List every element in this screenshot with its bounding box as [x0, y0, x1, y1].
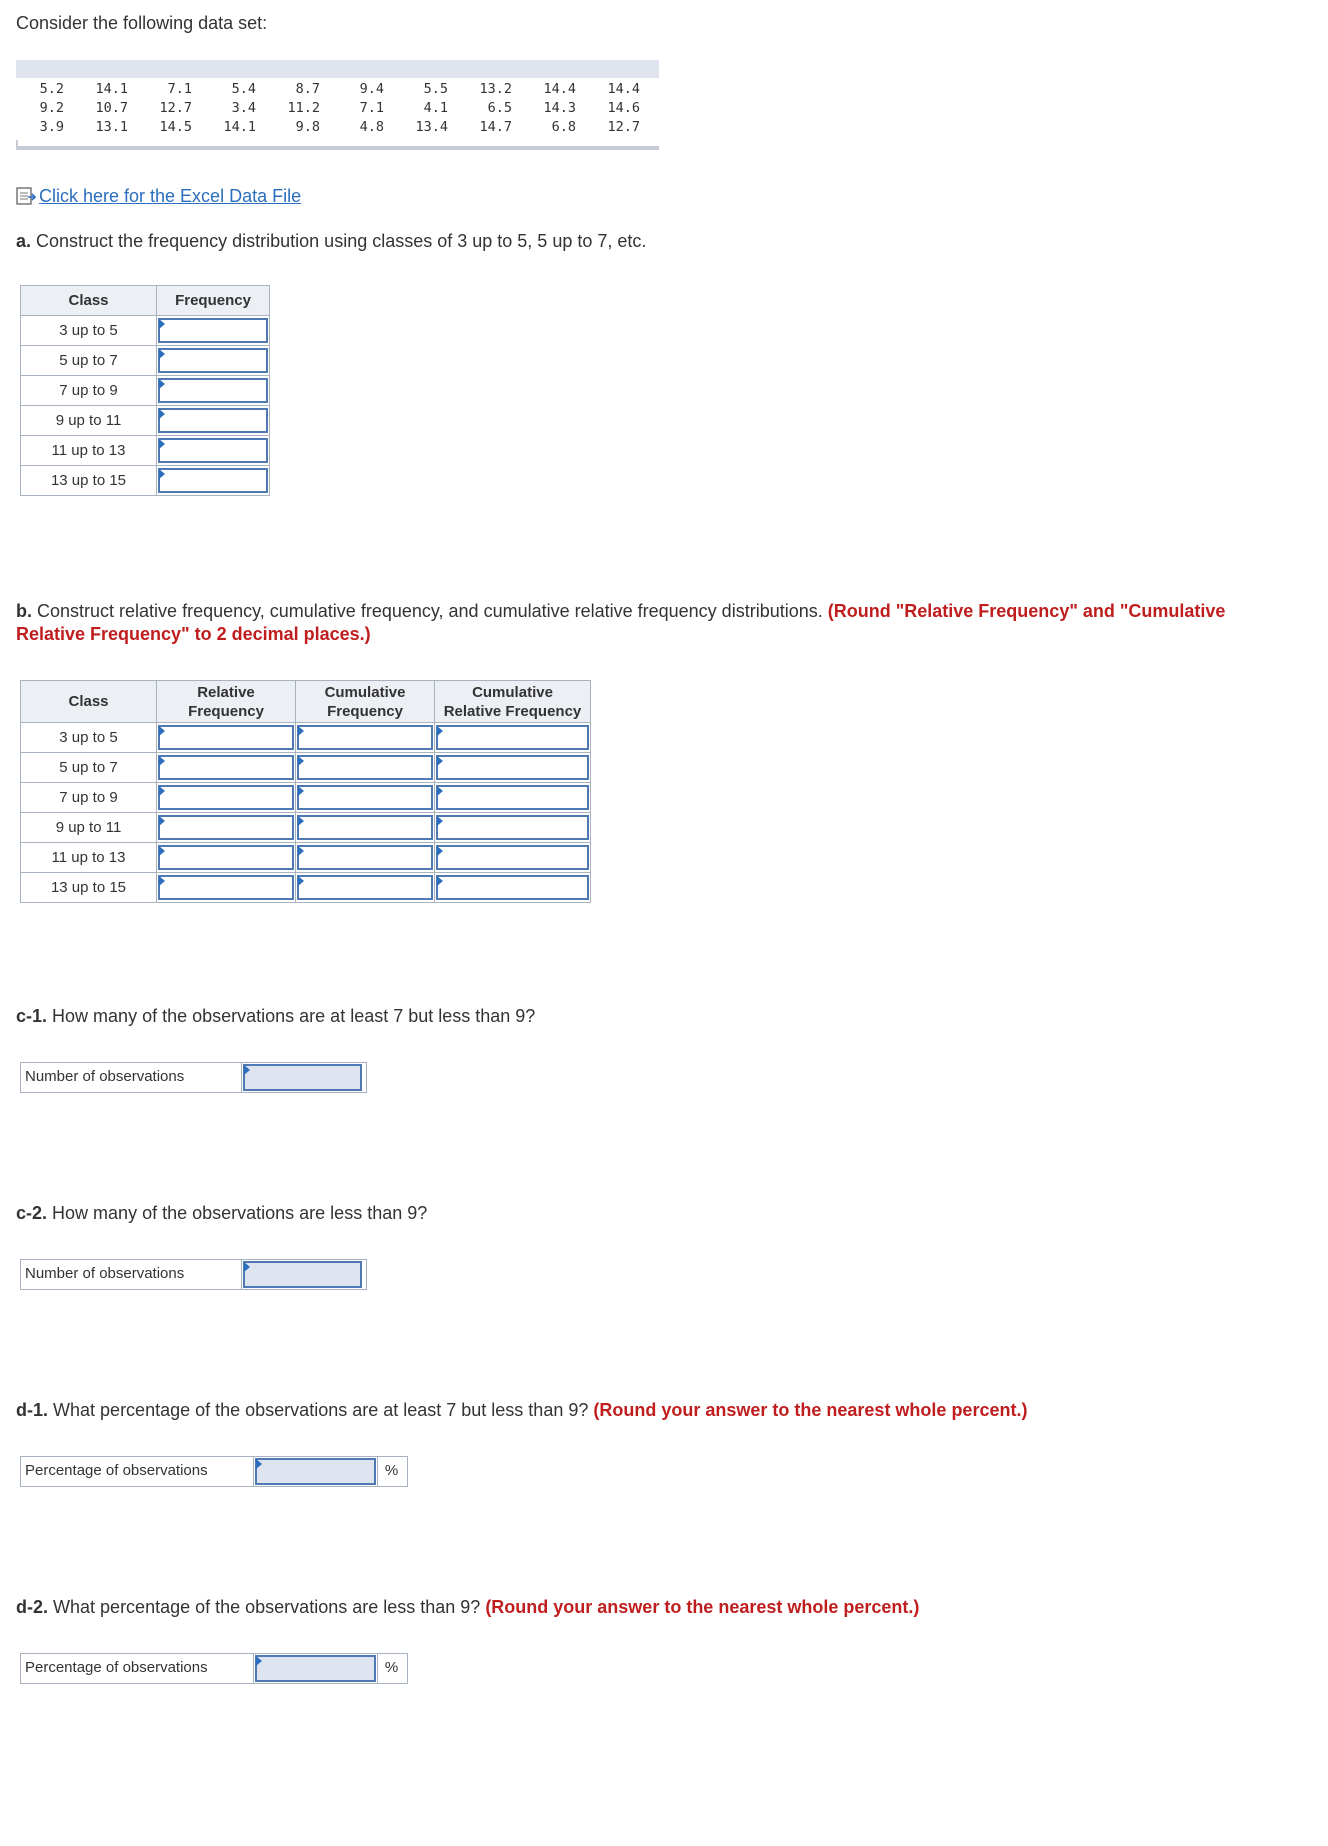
rel-cell	[435, 843, 591, 873]
dataset-value: 14.1	[95, 81, 128, 97]
dataset-value: 6.5	[487, 100, 512, 116]
cumulative-relative-frequency-input[interactable]	[436, 875, 589, 900]
part-c2-question	[16, 1202, 427, 1225]
rel-class-label: 3 up to 5	[21, 723, 157, 753]
cumulative-frequency-input[interactable]	[297, 845, 433, 870]
rel-header-cumulative-frequency	[296, 681, 435, 723]
d2-answer-row	[20, 1653, 408, 1684]
rel-cell	[157, 843, 296, 873]
rel-cell	[435, 813, 591, 843]
c2-answer-label: Number of observations	[21, 1260, 242, 1289]
rel-table-row	[21, 783, 591, 813]
rel-table-row	[21, 753, 591, 783]
dataset-value: 14.7	[479, 119, 512, 135]
part-c1-text: How many of the observations are at least 7 but less than 9?	[52, 1006, 536, 1026]
cumulative-frequency-input[interactable]	[297, 875, 433, 900]
rel-class-label: 5 up to 7	[21, 753, 157, 783]
rel-class-label: 7 up to 9	[21, 783, 157, 813]
freq-cell	[157, 376, 270, 406]
dataset-value: 8.7	[295, 81, 320, 97]
freq-table-row	[21, 466, 270, 496]
freq-table-row	[21, 406, 270, 436]
freq-class-label: 3 up to 5	[21, 316, 157, 346]
excel-data-link[interactable]	[16, 186, 301, 207]
relative-frequency-table	[20, 680, 591, 903]
dataset-value: 14.1	[223, 119, 256, 135]
dataset-value: 5.4	[231, 81, 256, 97]
freq-class-label: 11 up to 13	[21, 436, 157, 466]
dataset-value: 5.5	[423, 81, 448, 97]
c1-answer-row	[20, 1062, 367, 1093]
rel-table-row	[21, 723, 591, 753]
dataset-block	[16, 60, 659, 150]
rel-header-relative-line2: Frequency	[188, 702, 264, 720]
rel-cell	[157, 873, 296, 903]
part-d2-rounding-note: (Round your answer to the nearest whole percent.)	[485, 1597, 920, 1617]
rel-cell	[435, 783, 591, 813]
frequency-input[interactable]	[158, 438, 268, 463]
freq-class-label: 7 up to 9	[21, 376, 157, 406]
relative-frequency-input[interactable]	[158, 815, 294, 840]
c2-number-input[interactable]	[243, 1261, 362, 1288]
cumulative-relative-frequency-input[interactable]	[436, 755, 589, 780]
dataset-value: 9.4	[359, 81, 384, 97]
freq-cell	[157, 466, 270, 496]
rel-table-row	[21, 843, 591, 873]
cumulative-frequency-input[interactable]	[297, 785, 433, 810]
dataset-value: 4.8	[359, 119, 384, 135]
relative-frequency-input[interactable]	[158, 875, 294, 900]
dataset-row	[16, 99, 659, 118]
frequency-table	[20, 285, 270, 496]
frequency-input[interactable]	[158, 468, 268, 493]
dataset-value: 13.1	[95, 119, 128, 135]
dataset-value: 9.8	[295, 119, 320, 135]
dataset-value: 14.4	[543, 81, 576, 97]
dataset-value: 13.4	[415, 119, 448, 135]
dataset-value: 3.4	[231, 100, 256, 116]
freq-table-row	[21, 376, 270, 406]
rel-cell	[157, 723, 296, 753]
part-b-question	[16, 600, 1296, 646]
freq-class-label: 9 up to 11	[21, 406, 157, 436]
dataset-value: 11.2	[287, 100, 320, 116]
dataset-row	[16, 80, 659, 99]
freq-table-row	[21, 436, 270, 466]
cumulative-relative-frequency-input[interactable]	[436, 785, 589, 810]
frequency-input[interactable]	[158, 348, 268, 373]
c1-answer-label: Number of observations	[21, 1063, 242, 1092]
dataset-value: 7.1	[167, 81, 192, 97]
rel-header-relative-line1: Relative	[197, 683, 255, 701]
freq-header-frequency: Frequency	[157, 286, 270, 316]
rel-cell	[435, 873, 591, 903]
dataset-value: 9.2	[39, 100, 64, 116]
rel-cell	[435, 723, 591, 753]
rel-cell	[157, 753, 296, 783]
rel-header-cumulative-relative-frequency	[435, 681, 591, 723]
frequency-input[interactable]	[158, 408, 268, 433]
c1-number-input[interactable]	[243, 1064, 362, 1091]
part-d2-question	[16, 1596, 1306, 1619]
rel-cell	[296, 843, 435, 873]
dataset-value: 7.1	[359, 100, 384, 116]
part-d1-text: What percentage of the observations are at least 7 but less than 9?	[53, 1400, 589, 1420]
d1-answer-row	[20, 1456, 408, 1487]
part-a-text: Construct the frequency distribution using classes of 3 up to 5, 5 up to 7, etc.	[36, 231, 647, 251]
rel-header-cumulative-line2: Frequency	[327, 702, 403, 720]
relative-frequency-input[interactable]	[158, 755, 294, 780]
cumulative-frequency-input[interactable]	[297, 815, 433, 840]
dataset-top-bar	[16, 60, 659, 78]
d1-percent-sign: %	[377, 1457, 405, 1486]
part-b-text: Construct relative frequency, cumulative frequency, and cumulative relative frequency distributions.	[37, 601, 823, 621]
dataset-value: 12.7	[607, 119, 640, 135]
part-c2-text: How many of the observations are less than 9?	[52, 1203, 428, 1223]
excel-link-text[interactable]: Click here for the Excel Data File	[39, 186, 302, 206]
rel-class-label: 11 up to 13	[21, 843, 157, 873]
relative-frequency-input[interactable]	[158, 785, 294, 810]
part-a-label: a.	[16, 231, 32, 251]
rel-header-class: Class	[21, 681, 157, 723]
dataset-value: 14.5	[159, 119, 192, 135]
rel-cell	[157, 783, 296, 813]
dataset-value: 12.7	[159, 100, 192, 116]
d2-percent-sign: %	[377, 1654, 405, 1683]
cumulative-frequency-input[interactable]	[297, 755, 433, 780]
dataset-value: 14.6	[607, 100, 640, 116]
rel-header-cumrel-line1: Cumulative	[472, 683, 553, 701]
part-c1-label: c-1.	[16, 1006, 48, 1026]
relative-frequency-input[interactable]	[158, 725, 294, 750]
cumulative-relative-frequency-input[interactable]	[436, 815, 589, 840]
c2-answer-row	[20, 1259, 367, 1290]
freq-class-label: 5 up to 7	[21, 346, 157, 376]
excel-file-icon	[16, 187, 36, 205]
frequency-input[interactable]	[158, 318, 268, 343]
dataset-value: 14.3	[543, 100, 576, 116]
freq-table-row	[21, 346, 270, 376]
dataset-value: 14.4	[607, 81, 640, 97]
dataset-value: 6.8	[551, 119, 576, 135]
part-d2-label: d-2.	[16, 1597, 49, 1617]
d1-percent-input[interactable]	[255, 1458, 376, 1485]
part-a-question	[16, 230, 646, 253]
dataset-value: 3.9	[39, 119, 64, 135]
cumulative-relative-frequency-input[interactable]	[436, 725, 589, 750]
rel-header-cumulative-line1: Cumulative	[324, 683, 406, 701]
freq-cell	[157, 406, 270, 436]
frequency-input[interactable]	[158, 378, 268, 403]
part-d2-text: What percentage of the observations are less than 9?	[53, 1597, 481, 1617]
cumulative-relative-frequency-input[interactable]	[436, 845, 589, 870]
dataset-bottom-line	[16, 146, 659, 150]
rel-table-row	[21, 873, 591, 903]
rel-class-label: 13 up to 15	[21, 873, 157, 903]
rel-header-cumrel-line2: Relative Frequency	[443, 702, 582, 720]
dataset-row	[16, 118, 659, 137]
rel-header-relative-frequency	[157, 681, 296, 723]
d2-percent-input[interactable]	[255, 1655, 376, 1682]
part-c2-label: c-2.	[16, 1203, 48, 1223]
intro-text: Consider the following data set:	[16, 13, 268, 33]
freq-cell	[157, 346, 270, 376]
dataset-value: 4.1	[423, 100, 448, 116]
rel-table-row	[21, 813, 591, 843]
freq-table-row	[21, 316, 270, 346]
freq-cell	[157, 436, 270, 466]
freq-class-label: 13 up to 15	[21, 466, 157, 496]
dataset-value: 13.2	[479, 81, 512, 97]
part-d1-question	[16, 1399, 1306, 1422]
rel-cell	[296, 873, 435, 903]
rel-cell	[296, 813, 435, 843]
dataset-value: 5.2	[39, 81, 64, 97]
part-d1-label: d-1.	[16, 1400, 49, 1420]
part-c1-question	[16, 1005, 535, 1028]
part-b-rounding-note: (Round "Relative Frequency" and "Cumulative Relative Frequency" to 2 decimal places.)	[16, 601, 1226, 644]
rel-class-label: 9 up to 11	[21, 813, 157, 843]
rel-cell	[296, 753, 435, 783]
d1-answer-label: Percentage of observations	[21, 1457, 254, 1486]
freq-cell	[157, 316, 270, 346]
cumulative-frequency-input[interactable]	[297, 725, 433, 750]
dataset-value: 10.7	[95, 100, 128, 116]
rel-cell	[157, 813, 296, 843]
d2-answer-label: Percentage of observations	[21, 1654, 254, 1683]
dataset-grid	[16, 80, 659, 137]
rel-cell	[435, 753, 591, 783]
part-b-label: b.	[16, 601, 32, 621]
rel-cell	[296, 783, 435, 813]
part-d1-rounding-note: (Round your answer to the nearest whole percent.)	[593, 1400, 1028, 1420]
rel-cell	[296, 723, 435, 753]
relative-frequency-input[interactable]	[158, 845, 294, 870]
freq-header-class: Class	[21, 286, 157, 316]
